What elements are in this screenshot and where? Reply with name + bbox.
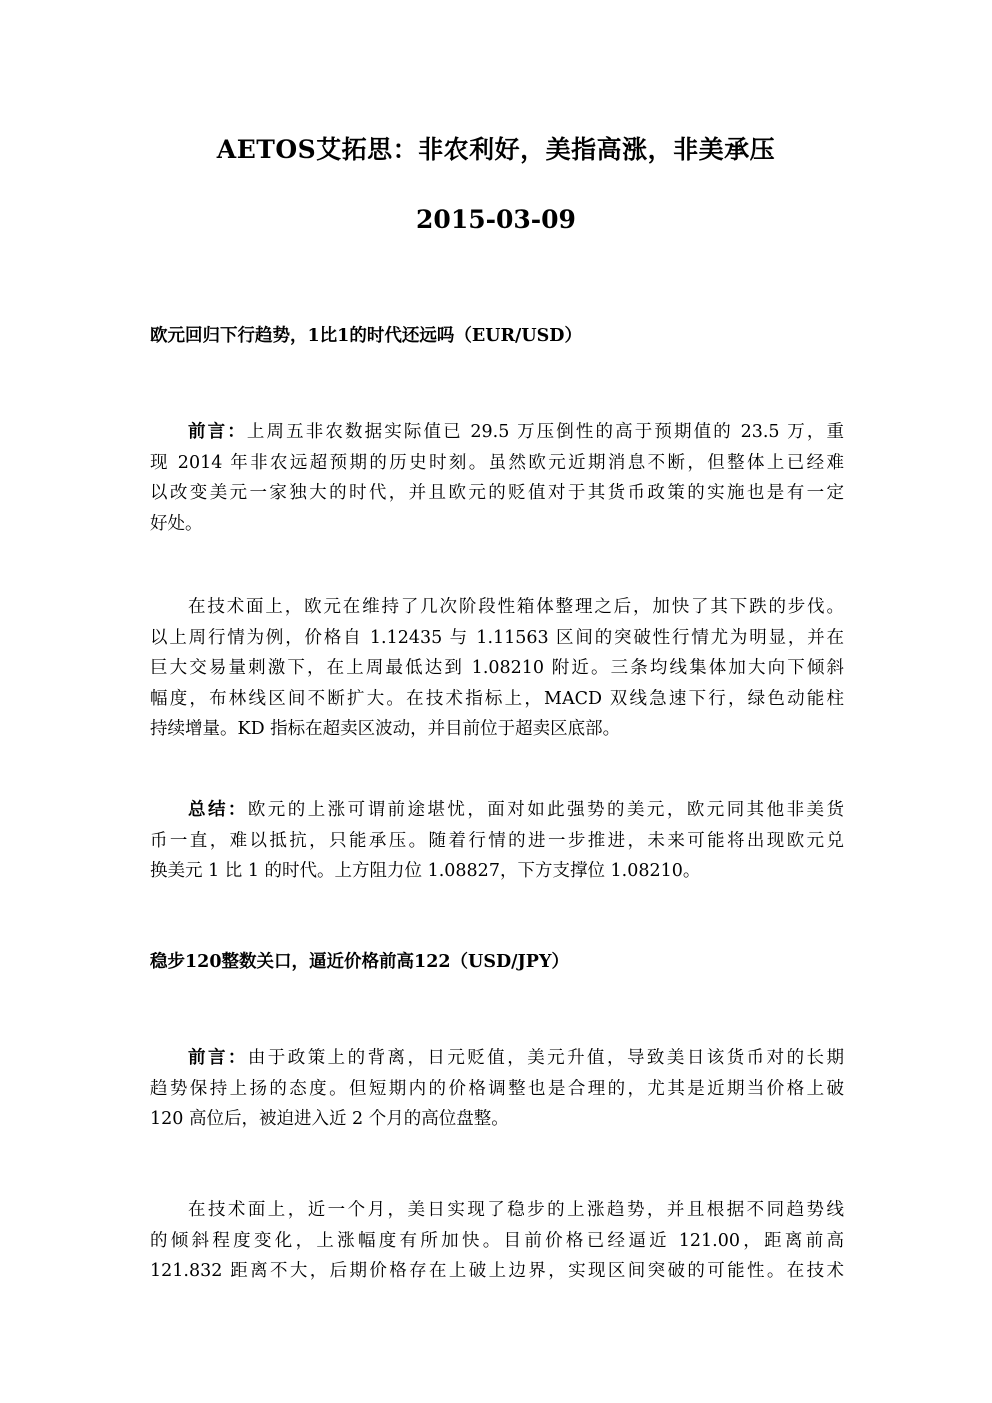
- paragraph-line: 换美元 1 比 1 的时代。上方阻力位 1.08827，下方支撑位 1.08210。: [150, 861, 701, 881]
- summary-lead-label: 总结：: [188, 800, 248, 820]
- paragraph-line: 的倾斜程度变化，上涨幅度有所加快。目前价格已经逼近 121.00，距离前高: [150, 1230, 844, 1251]
- section1-technical-paragraph: [150, 592, 844, 745]
- intro-lead-label: 前言：: [188, 1048, 248, 1068]
- paragraph-line: 以上周行情为例，价格自 1.12435 与 1.11563 区间的突破性行情尤为明显，并在: [150, 627, 844, 648]
- section1-summary-paragraph: [150, 795, 844, 887]
- paragraph-line: 121.832 距离不大，后期价格存在上破上边界，实现区间突破的可能性。在技术: [150, 1261, 844, 1281]
- paragraph-line: 幅度，布林线区间不断扩大。在技术指标上，MACD 双线急速下行，绿色动能柱: [150, 688, 844, 709]
- document-title: AETOS艾拓思：非农利好，美指高涨，非美承压: [216, 135, 776, 164]
- section1-heading: 欧元回归下行趋势，1比1的时代还远吗（EUR/USD）: [150, 326, 582, 346]
- paragraph-line: 好处。: [150, 513, 203, 534]
- paragraph-line: 120 高位后，被迫进入近 2 个月的高位盘整。: [150, 1109, 509, 1129]
- paragraph-line: 前言：上周五非农数据实际值已 29.5 万压倒性的高于预期值的 23.5 万，重: [188, 422, 844, 442]
- paragraph-line: 在技术面上，近一个月，美日实现了稳步的上涨趋势，并且根据不同趋势线: [188, 1200, 844, 1220]
- paragraph-line: 巨大交易量刺激下，在上周最低达到 1.08210 附近。三条均线集体加大向下倾斜: [150, 658, 844, 678]
- paragraph-line: 币一直，难以抵抗，只能承压。随着行情的进一步推进，未来可能将出现欧元兑: [150, 830, 844, 851]
- paragraph-line: 趋势保持上扬的态度。但短期内的价格调整也是合理的，尤其是近期当价格上破: [150, 1078, 844, 1099]
- section2-intro-paragraph: [150, 1043, 844, 1135]
- paragraph-line: 持续增量。KD 指标在超卖区波动，并目前位于超卖区底部。: [150, 719, 621, 739]
- section1-intro-paragraph: [150, 417, 844, 539]
- paragraph-line: 以改变美元一家独大的时代，并且欧元的贬值对于其货币政策的实施也是有一定: [150, 483, 844, 503]
- paragraph-line: 总结：欧元的上涨可谓前途堪忧，面对如此强势的美元，欧元同其他非美货: [188, 800, 844, 820]
- paragraph-line: 现 2014 年非农远超预期的历史时刻。虽然欧元近期消息不断，但整体上已经难: [150, 452, 844, 473]
- document-date: 2015-03-09: [416, 205, 576, 234]
- paragraph-line: 前言：由于政策上的背离，日元贬值，美元升值，导致美日该货币对的长期: [188, 1048, 844, 1068]
- section2-technical-paragraph: [150, 1195, 844, 1287]
- paragraph-line: 在技术面上，欧元在维持了几次阶段性箱体整理之后，加快了其下跌的步伐。: [188, 597, 844, 617]
- section2-heading: 稳步120整数关口，逼近价格前高122（USD/JPY）: [150, 952, 569, 972]
- intro-lead-label: 前言：: [188, 422, 247, 442]
